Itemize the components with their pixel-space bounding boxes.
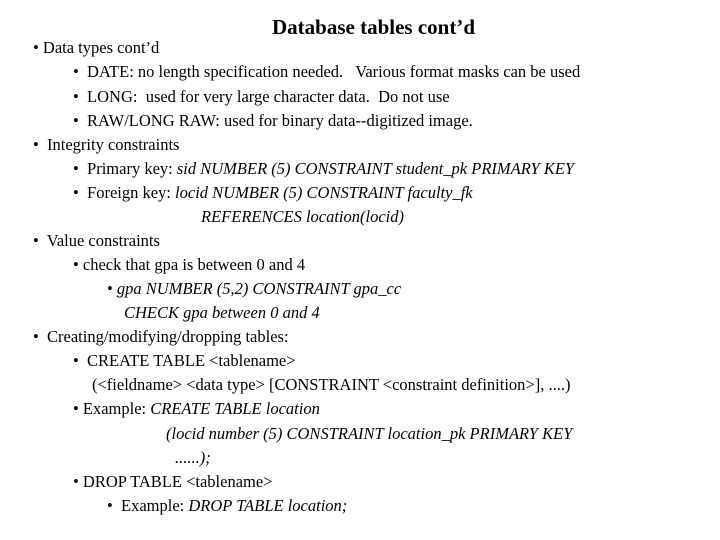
bullet-foreign-key: • Foreign key: locid NUMBER (5) CONSTRAINT faculty_fk [73,183,473,202]
bullet-create-example: • Example: CREATE TABLE location [73,399,320,418]
create-table-syntax: (<fieldname> <data type> [CONSTRAINT <constraint definition>], ....) [92,375,571,394]
bullet-data-types: • Data types cont’d [33,38,160,57]
bullet-check-gpa: • check that gpa is between 0 and 4 [73,255,306,274]
bullet-creating-tables: • Creating/modifying/dropping tables: [33,327,289,346]
bullet-long-type: • LONG: used for very large character data. Do not use [73,87,450,106]
bullet-create-table: • CREATE TABLE <tablename> [73,351,296,370]
gpa-constraint-continuation: CHECK gpa between 0 and 4 [124,303,320,322]
bullet-drop-example: • Example: DROP TABLE location; [107,496,348,515]
bullet-date-type: • DATE: no length specification needed. Various format masks can be used [73,62,581,81]
bullet-raw-type: • RAW/LONG RAW: used for binary data--digitized image. [73,111,473,130]
create-example-line-2: (locid number (5) CONSTRAINT location_pk PRIMARY KEY [166,424,573,443]
bullet-value-constraints: • Value constraints [33,231,160,250]
slide-title: Database tables cont’d [272,15,475,39]
bullet-integrity-constraints: • Integrity constraints [33,135,180,154]
foreign-key-continuation: REFERENCES location(locid) [201,207,404,226]
bullet-primary-key: • Primary key: sid NUMBER (5) CONSTRAINT student_pk PRIMARY KEY [73,159,575,178]
bullet-gpa-constraint: • gpa NUMBER (5,2) CONSTRAINT gpa_cc [107,279,402,298]
bullet-drop-table: • DROP TABLE <tablename> [73,472,273,491]
create-example-line-3: ......); [175,448,211,467]
